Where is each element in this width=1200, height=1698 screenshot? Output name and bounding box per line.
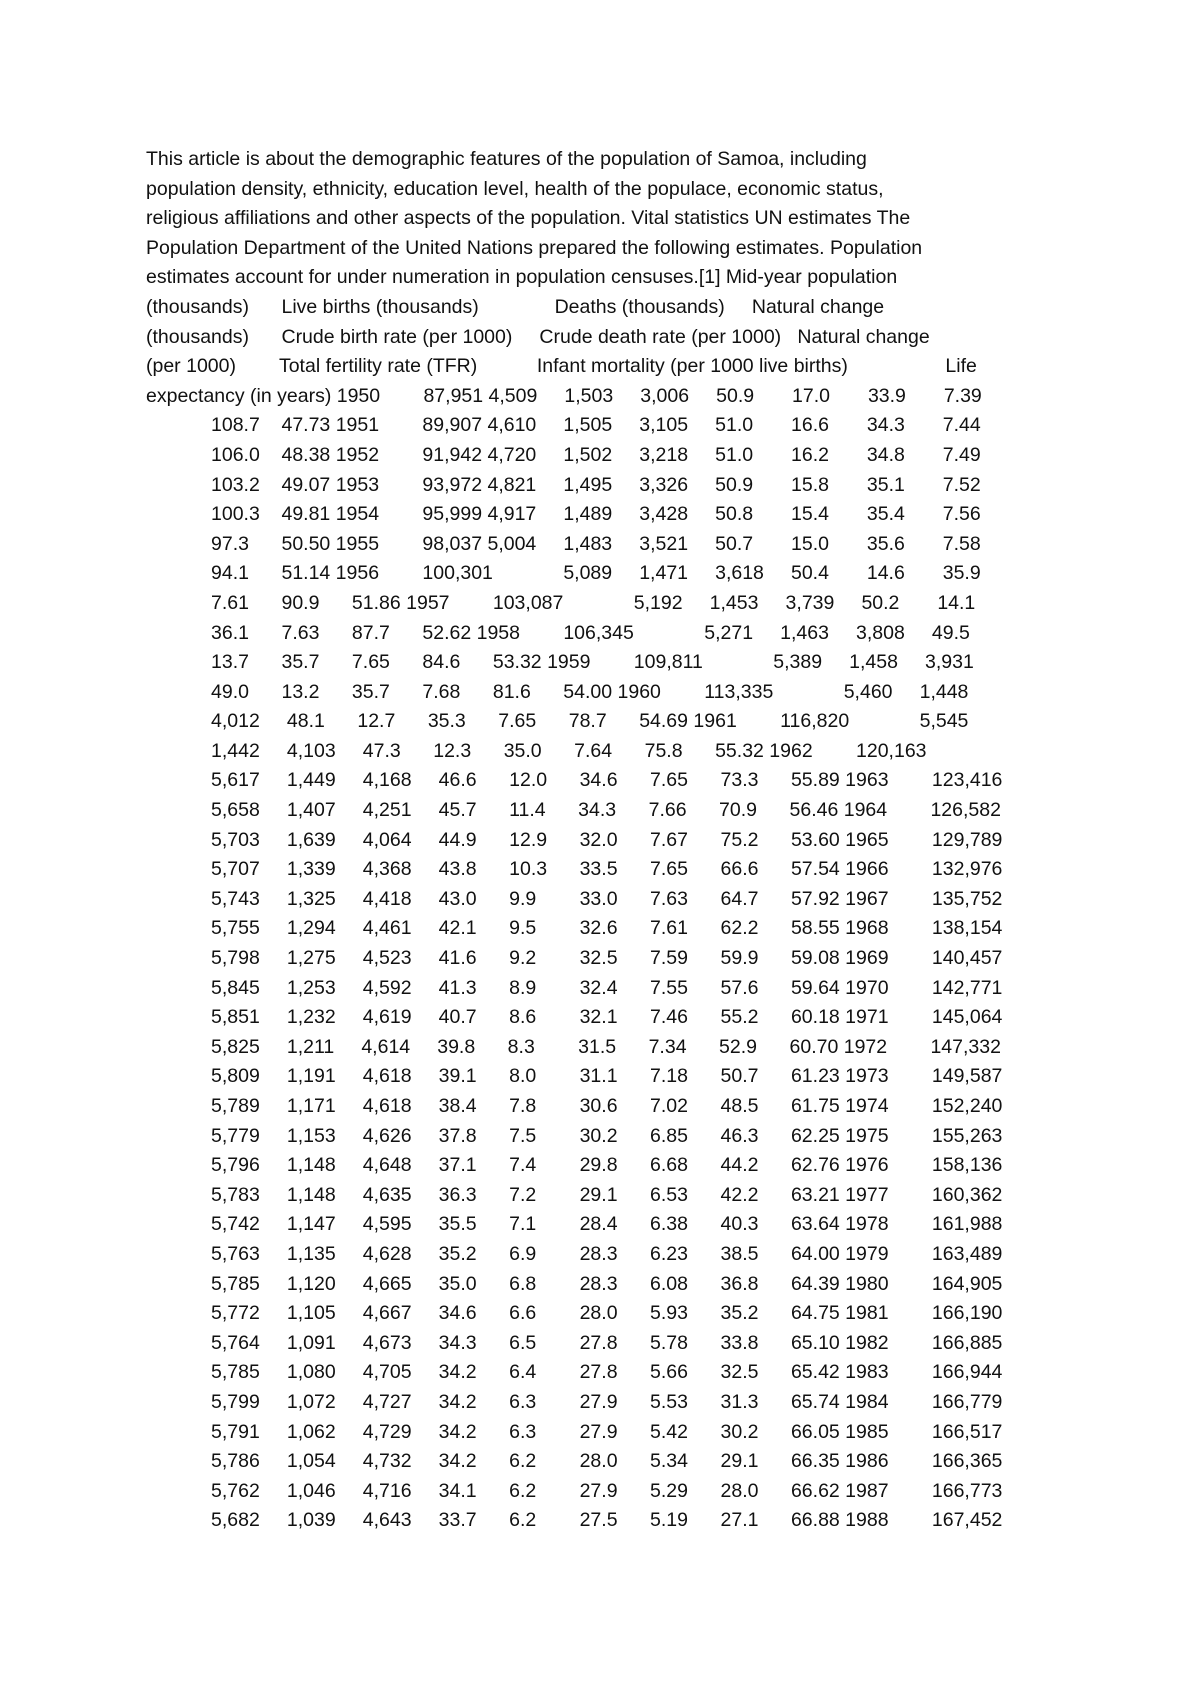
- text-line: 1,442 4,103 47.3 12.3 35.0 7.64 75.8 55.32 1962 120,163: [146, 739, 927, 762]
- text-line: 5,743 1,325 4,418 43.0 9.9 33.0 7.63 64.7 57.92 1967 135,752: [146, 887, 1003, 910]
- text-line: 100.3 49.81 1954 95,999 4,917 1,489 3,428 50.8 15.4 35.4 7.56: [146, 503, 981, 526]
- text-line: 5,707 1,339 4,368 43.8 10.3 33.5 7.65 66.6 57.54 1966 132,976: [146, 858, 1003, 881]
- text-line: (thousands) Crude birth rate (per 1000) Crude death rate (per 1000) Natural change: [146, 325, 930, 348]
- text-line: 5,799 1,072 4,727 34.2 6.3 27.9 5.53 31.3 65.74 1984 166,779: [146, 1390, 1003, 1413]
- text-line: 5,809 1,191 4,618 39.1 8.0 31.1 7.18 50.7 61.23 1973 149,587: [146, 1065, 1003, 1088]
- text-line: 5,772 1,105 4,667 34.6 6.6 28.0 5.93 35.2 64.75 1981 166,190: [146, 1302, 1003, 1325]
- text-line: 5,783 1,148 4,635 36.3 7.2 29.1 6.53 42.2 63.21 1977 160,362: [146, 1183, 1003, 1206]
- text-line: 4,012 48.1 12.7 35.3 7.65 78.7 54.69 1961 116,820 5,545: [146, 710, 969, 733]
- text-line: expectancy (in years) 1950 87,951 4,509 1,503 3,006 50.9 17.0 33.9 7.39: [146, 384, 982, 407]
- text-line: 5,617 1,449 4,168 46.6 12.0 34.6 7.65 73.3 55.89 1963 123,416: [146, 769, 1003, 792]
- text-line: 5,764 1,091 4,673 34.3 6.5 27.8 5.78 33.8 65.10 1982 166,885: [146, 1331, 1003, 1354]
- text-line: 5,755 1,294 4,461 42.1 9.5 32.6 7.61 62.2 58.55 1968 138,154: [146, 917, 1003, 940]
- text-line: 5,845 1,253 4,592 41.3 8.9 32.4 7.55 57.6 59.64 1970 142,771: [146, 976, 1003, 999]
- text-line: 103.2 49.07 1953 93,972 4,821 1,495 3,326 50.9 15.8 35.1 7.52: [146, 473, 981, 496]
- text-line: 5,762 1,046 4,716 34.1 6.2 27.9 5.29 28.0 66.62 1987 166,773: [146, 1479, 1003, 1502]
- text-line: 97.3 50.50 1955 98,037 5,004 1,483 3,521 50.7 15.0 35.6 7.58: [146, 532, 981, 555]
- text-line: Population Department of the United Nations prepared the following estimates. Population: [146, 236, 923, 259]
- text-line: 5,703 1,639 4,064 44.9 12.9 32.0 7.67 75.2 53.60 1965 129,789: [146, 828, 1003, 851]
- text-line: 5,785 1,120 4,665 35.0 6.8 28.3 6.08 36.8 64.39 1980 164,905: [146, 1272, 1003, 1295]
- text-line: 5,658 1,407 4,251 45.7 11.4 34.3 7.66 70.9 56.46 1964 126,582: [146, 799, 1001, 822]
- text-line: 13.7 35.7 7.65 84.6 53.32 1959 109,811 5,389 1,458 3,931: [146, 651, 974, 674]
- text-line: (per 1000) Total fertility rate (TFR) Infant mortality (per 1000 live births) Life: [146, 355, 977, 378]
- text-line: religious affiliations and other aspects of the population. Vital statistics UN estimates The: [146, 207, 911, 230]
- text-line: 5,682 1,039 4,643 33.7 6.2 27.5 5.19 27.1 66.88 1988 167,452: [146, 1509, 1003, 1532]
- text-line: 5,791 1,062 4,729 34.2 6.3 27.9 5.42 30.2 66.05 1985 166,517: [146, 1420, 1003, 1443]
- text-line: population density, ethnicity, education level, health of the populace, economic status,: [146, 177, 884, 200]
- text-line: 36.1 7.63 87.7 52.62 1958 106,345 5,271 1,463 3,808 49.5: [146, 621, 970, 644]
- text-line: estimates account for under numeration in population censuses.[1] Mid-year population: [146, 266, 898, 289]
- document-body: [146, 145, 1066, 1536]
- text-line: 7.61 90.9 51.86 1957 103,087 5,192 1,453 3,739 50.2 14.1: [146, 591, 976, 614]
- text-line: 5,786 1,054 4,732 34.2 6.2 28.0 5.34 29.1 66.35 1986 166,365: [146, 1450, 1003, 1473]
- text-line: (thousands) Live births (thousands) Deaths (thousands) Natural change: [146, 295, 885, 318]
- text-line: 49.0 13.2 35.7 7.68 81.6 54.00 1960 113,335 5,460 1,448: [146, 680, 969, 703]
- text-line: 5,763 1,135 4,628 35.2 6.9 28.3 6.23 38.5 64.00 1979 163,489: [146, 1242, 1003, 1265]
- text-line: 5,785 1,080 4,705 34.2 6.4 27.8 5.66 32.5 65.42 1983 166,944: [146, 1361, 1003, 1384]
- text-line: 108.7 47.73 1951 89,907 4,610 1,505 3,105 51.0 16.6 34.3 7.44: [146, 414, 981, 437]
- text-line: 5,742 1,147 4,595 35.5 7.1 28.4 6.38 40.3 63.64 1978 161,988: [146, 1213, 1003, 1236]
- text-line: 5,851 1,232 4,619 40.7 8.6 32.1 7.46 55.2 60.18 1971 145,064: [146, 1006, 1003, 1029]
- text-line: This article is about the demographic features of the population of Samoa, including: [146, 148, 867, 170]
- text-line: 5,796 1,148 4,648 37.1 7.4 29.8 6.68 44.2 62.76 1976 158,136: [146, 1154, 1003, 1177]
- text-line: 5,779 1,153 4,626 37.8 7.5 30.2 6.85 46.3 62.25 1975 155,263: [146, 1124, 1003, 1147]
- text-line: 5,789 1,171 4,618 38.4 7.8 30.6 7.02 48.5 61.75 1974 152,240: [146, 1095, 1003, 1117]
- text-line: 5,798 1,275 4,523 41.6 9.2 32.5 7.59 59.9 59.08 1969 140,457: [146, 947, 1003, 970]
- text-line: 5,825 1,211 4,614 39.8 8.3 31.5 7.34 52.9 60.70 1972 147,332: [146, 1035, 1001, 1058]
- text-line: 106.0 48.38 1952 91,942 4,720 1,502 3,218 51.0 16.2 34.8 7.49: [146, 443, 981, 466]
- text-line: 94.1 51.14 1956 100,301 5,089 1,471 3,618 50.4 14.6 35.9: [146, 562, 981, 585]
